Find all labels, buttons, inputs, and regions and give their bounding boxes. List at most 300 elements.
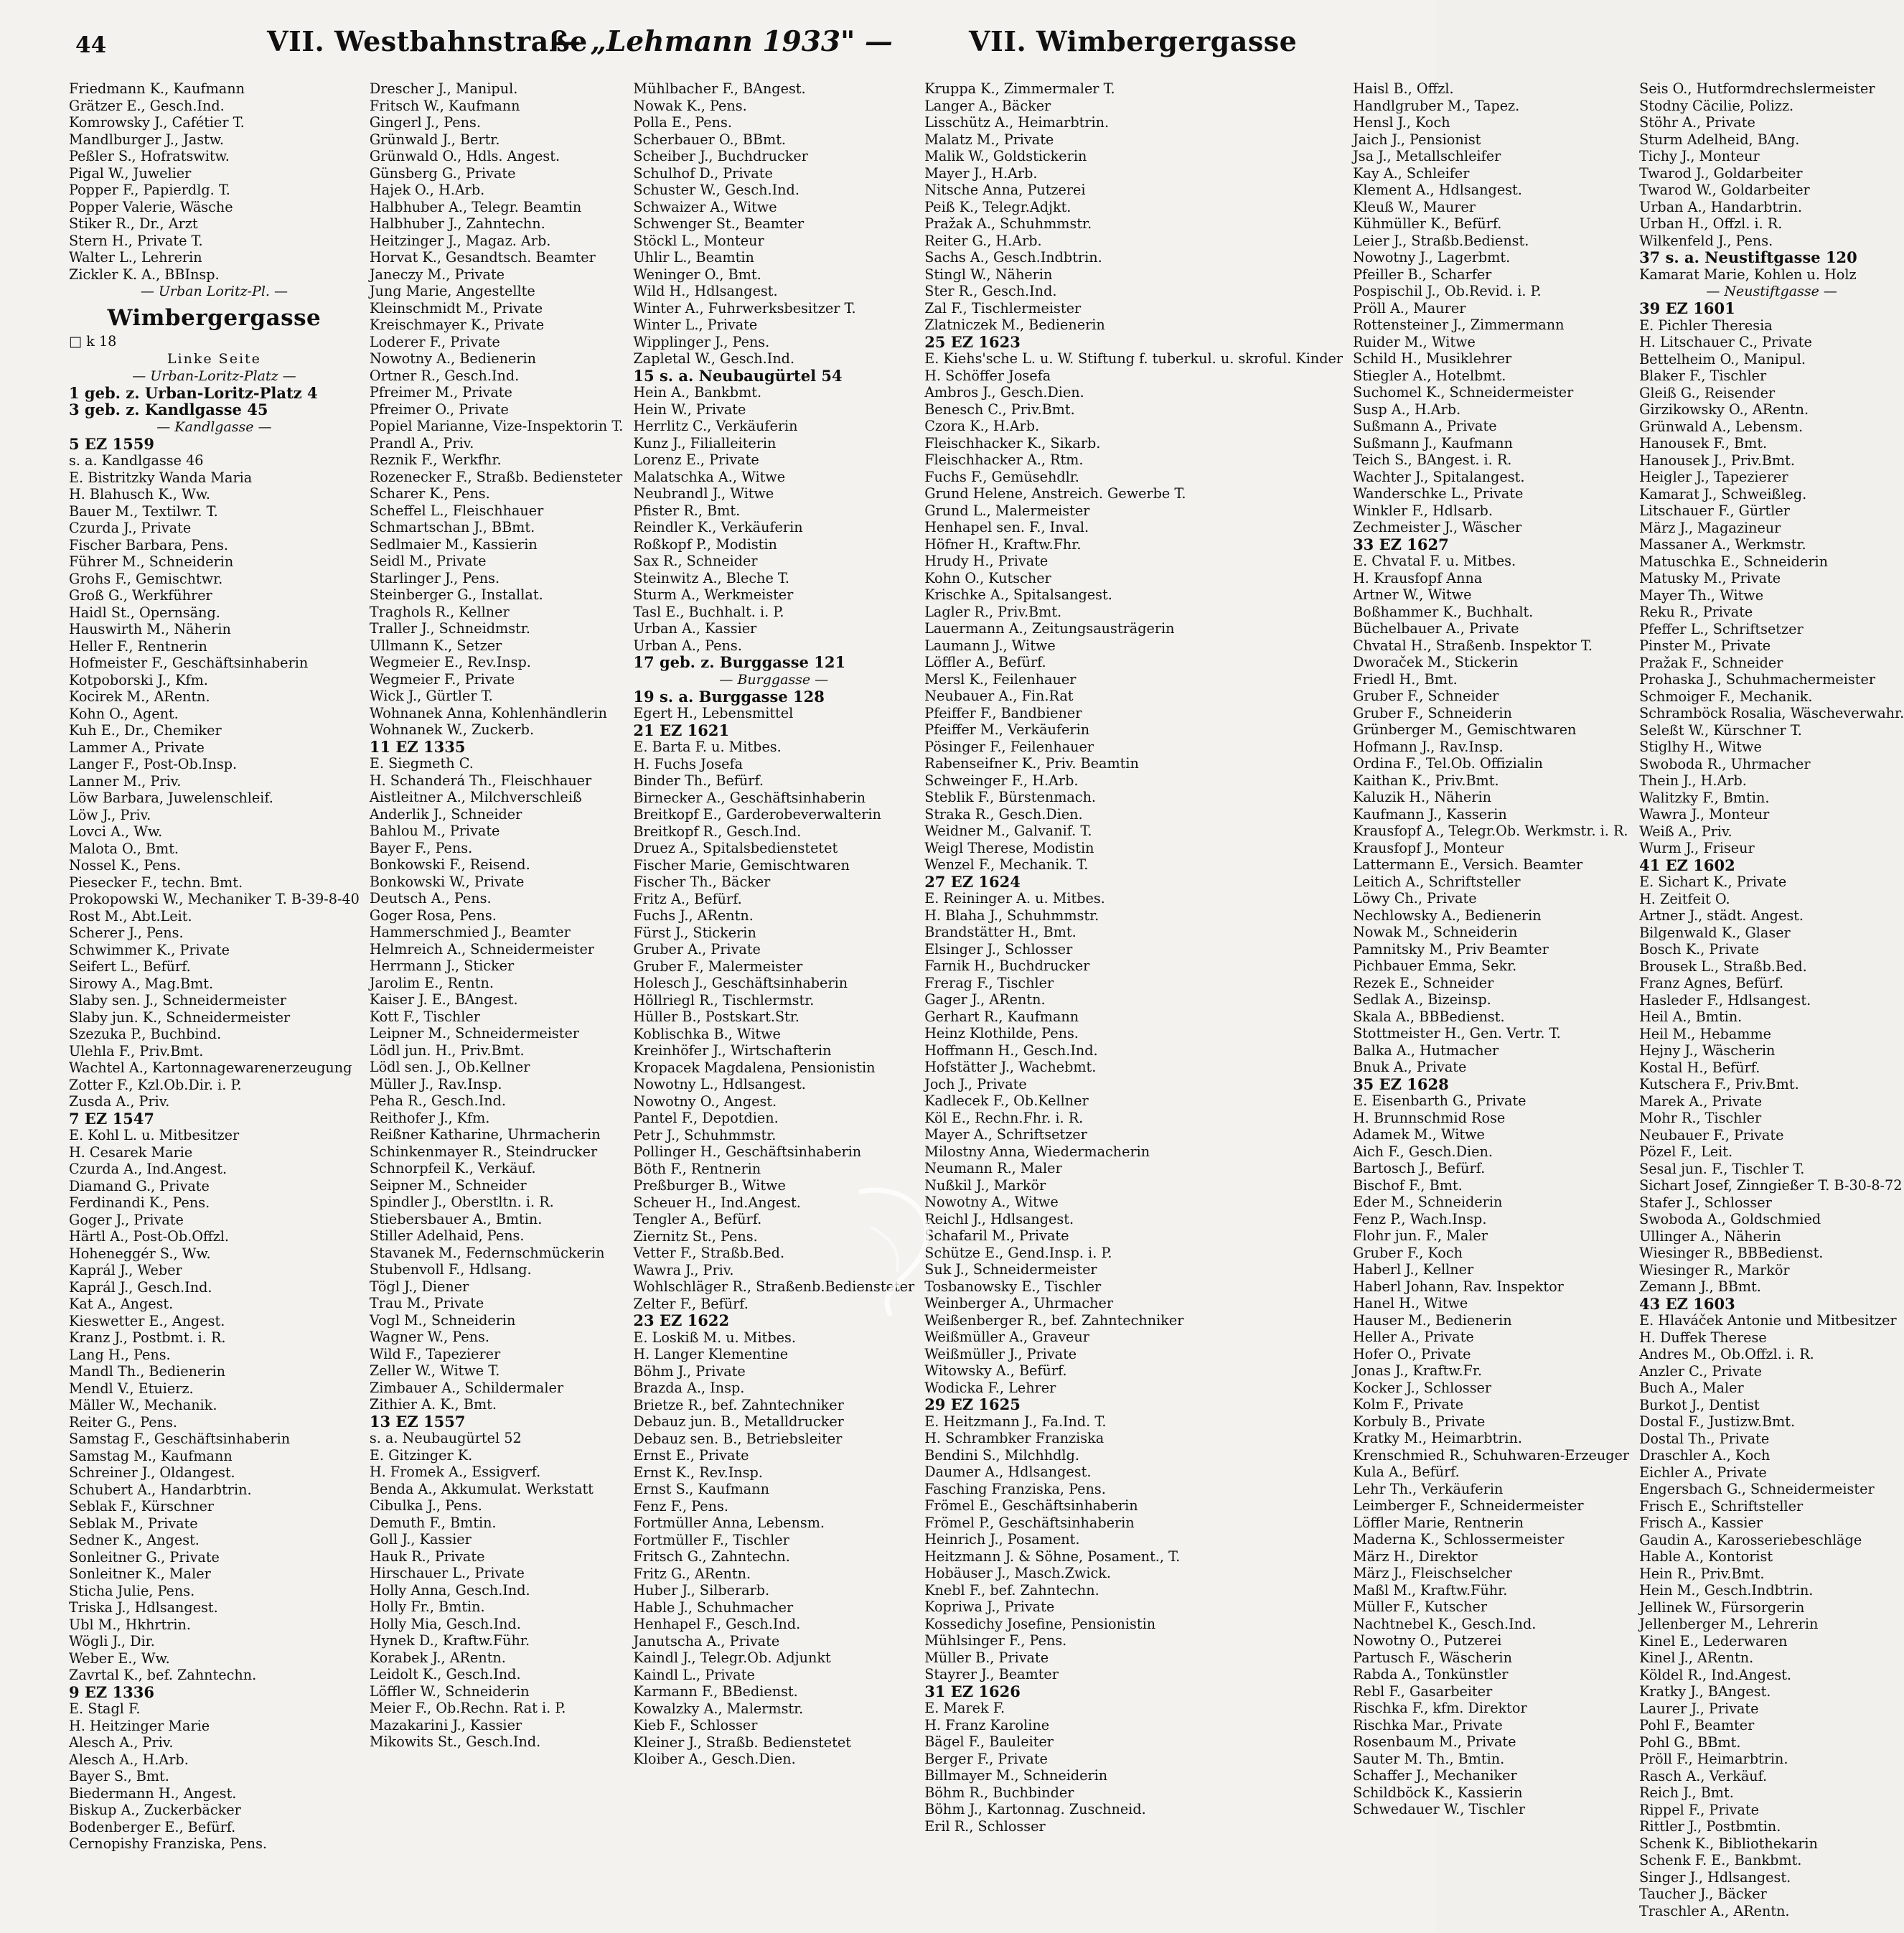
directory-entry: Popiel Marianne, Vize-Inspektorin T. (369, 418, 624, 434)
directory-entry: Diamand G., Private (69, 1177, 210, 1194)
directory-entry: Mohr R., Tischler (1639, 1110, 1762, 1126)
directory-entry: Löffler A., Befürf. (924, 654, 1046, 670)
directory-entry: Egert H., Lebensmittel (633, 705, 794, 721)
directory-entry: Flohr jun. F., Maler (1353, 1227, 1488, 1244)
directory-entry: Schildböck K., Kassierin (1353, 1784, 1523, 1801)
directory-entry: Korbuly B., Private (1353, 1413, 1486, 1430)
directory-entry: Schnorpfeil K., Verkäuf. (369, 1160, 536, 1176)
directory-entry: Weiß A., Priv. (1639, 823, 1732, 840)
directory-entry: Fischer Barbara, Pens. (69, 536, 228, 553)
directory-entry: Hein M., Gesch.Indbtrin. (1639, 1582, 1814, 1599)
directory-entry: Schulhof D., Private (633, 164, 773, 182)
directory-entry: Birnecker A., Geschäftsinhaberin (633, 789, 866, 806)
directory-entry: Artner J., städt. Angest. (1639, 907, 1804, 924)
directory-entry: 23 EZ 1622 (633, 1311, 730, 1329)
directory-entry: Maderna K., Schlossermeister (1353, 1531, 1565, 1548)
directory-entry: Löwy Ch., Private (1353, 890, 1477, 907)
directory-entry: Nowotny A., Bedienerin (369, 350, 536, 367)
directory-entry: Pfister R., Bmt. (633, 502, 741, 519)
directory-entry: E. Kohl L. u. Mitbesitzer (69, 1127, 240, 1143)
directory-entry: Rottensteiner J., Zimmermann (1353, 317, 1565, 333)
directory-entry: Wawra J., Monteur (1639, 806, 1770, 823)
directory-entry: Urban A., Kassier (633, 620, 757, 637)
directory-entry: Hauser M., Bedienerin (1353, 1311, 1512, 1329)
directory-entry: Handlgruber M., Tapez. (1353, 97, 1520, 114)
directory-entry: Malik W., Goldstickerin (924, 148, 1087, 164)
directory-entry: Traller J., Schneidmstr. (369, 620, 530, 637)
directory-entry: Reku R., Private (1639, 604, 1753, 620)
directory-entry: Holly Fr., Bmtin. (369, 1599, 485, 1615)
directory-entry: Lattermann E., Versich. Beamter (1353, 856, 1583, 873)
directory-entry: Aich F., Gesch.Dien. (1353, 1143, 1493, 1160)
directory-entry: Kadlecek F., Ob.Kellner (924, 1092, 1089, 1109)
directory-entry: Henhapel sen. F., Inval. (924, 519, 1089, 535)
directory-entry: Hobäuser J., Masch.Zwick. (924, 1565, 1112, 1581)
directory-entry: Jsa J., Metallschleifer (1353, 148, 1501, 164)
directory-entry: H. Litschauer C., Private (1639, 334, 1812, 350)
directory-entry: Löw Barbara, Juwelenschleif. (69, 790, 273, 806)
directory-entry: Roßkopf P., Modistin (633, 535, 777, 553)
directory-entry: Hein A., Bankbmt. (633, 384, 762, 401)
directory-column-6 (1639, 80, 1904, 1919)
directory-entry: Laumann J., Witwe (924, 637, 1056, 654)
directory-entry: Uhlir L., Beamtin (633, 249, 754, 266)
directory-entry: Schenk F. E., Bankbmt. (1639, 1852, 1802, 1868)
directory-entry: Joch J., Private (924, 1075, 1027, 1092)
directory-entry: — Kandlgasse — (156, 418, 272, 435)
directory-entry: Petr J., Schuhmmstr. (633, 1126, 777, 1143)
directory-entry: Rittler J., Postbmtin. (1639, 1818, 1781, 1835)
directory-entry: Ullinger A., Näherin (1639, 1227, 1781, 1245)
directory-entry: Popper F., Papierdlg. T. (69, 182, 230, 198)
directory-entry: E. Barta F. u. Mitbes. (633, 739, 782, 755)
directory-entry: Biedermann H., Angest. (69, 1784, 237, 1802)
directory-entry: Wegmeier E., Rev.Insp. (369, 654, 531, 670)
directory-columns (69, 80, 1904, 1919)
directory-entry: H. Duffek Therese (1639, 1329, 1767, 1346)
directory-entry: Weigl Therese, Modistin (924, 839, 1094, 856)
directory-entry: Reichl J., Hdlsangest. (924, 1210, 1074, 1227)
directory-entry: Fritsch W., Kaufmann (369, 97, 520, 114)
directory-entry: Nußkil J., Markör (924, 1176, 1046, 1194)
directory-entry: Pražak F., Schneider (1639, 654, 1783, 671)
directory-entry: März H., Direktor (1353, 1548, 1478, 1565)
directory-entry: Kamarat Marie, Kohlen u. Holz (1639, 266, 1857, 283)
directory-entry: Korabek J., ARentn. (369, 1649, 506, 1666)
directory-entry: Singer J., Hdlsangest. (1639, 1868, 1791, 1886)
directory-entry: Kunz J., Filialleiterin (633, 434, 777, 451)
directory-entry: Suk J., Schneidermeister (924, 1261, 1097, 1278)
directory-entry: Peiß K., Telegr.Adjkt. (924, 198, 1071, 215)
directory-entry: E. Heitzmann J., Fa.Ind. T. (924, 1413, 1107, 1430)
directory-entry: Schaffer J., Mechaniker (1353, 1767, 1517, 1784)
directory-entry: Scheuer H., Ind.Angest. (633, 1194, 801, 1211)
directory-entry: Partusch F., Wäscherin (1353, 1649, 1512, 1666)
directory-entry: Kinel J., ARentn. (1639, 1649, 1754, 1666)
directory-entry: Sticha Julie, Pens. (69, 1582, 195, 1599)
directory-entry: Lovci A., Ww. (69, 823, 163, 840)
directory-entry: Reindler K., Verkäuferin (633, 519, 803, 535)
directory-entry: Walter L., Lehrerin (69, 249, 202, 266)
directory-entry: Zickler K. A., BBInsp. (69, 266, 220, 283)
directory-entry: Krausfopf A., Telegr.Ob. Werkmstr. i. R. (1353, 823, 1628, 839)
directory-entry: 39 EZ 1601 (1639, 299, 1735, 317)
directory-entry: Wohnanek Anna, Kohlenhändlerin (369, 704, 607, 721)
directory-entry: Gruber F., Schneiderin (1353, 704, 1512, 721)
directory-entry: Swoboda A., Goldschmied (1639, 1211, 1821, 1227)
directory-entry: Reithofer J., Kfm. (369, 1109, 490, 1126)
directory-entry: Jellinek W., Fürsorgerin (1639, 1599, 1805, 1616)
directory-entry: s. a. Neubaugürtel 52 (369, 1430, 522, 1446)
directory-entry: Heinz Klothilde, Pens. (924, 1025, 1079, 1042)
directory-entry: Alesch A., Priv. (69, 1734, 174, 1751)
directory-entry: Wild H., Hdlsangest. (633, 283, 778, 299)
directory-entry: Zal F., Tischlermeister (924, 299, 1082, 317)
directory-entry: Stern H., Private T. (69, 232, 203, 249)
directory-entry: Führer M., Schneiderin (69, 553, 234, 570)
directory-entry: H. Langer Klementine (633, 1346, 789, 1362)
directory-entry: Pfreimer O., Private (369, 401, 509, 418)
directory-entry: Heigler J., Tapezierer (1639, 469, 1788, 485)
directory-entry: Höllriegl R., Tischlermstr. (633, 991, 815, 1008)
directory-entry: Kleuß W., Maurer (1353, 198, 1476, 215)
directory-entry: Hofmeister F., Geschäftsinhaberin (69, 655, 309, 671)
directory-entry: Hoffmann H., Gesch.Ind. (924, 1042, 1098, 1059)
directory-entry: Scherer J., Pens. (69, 925, 184, 941)
directory-entry: Sedner K., Angest. (69, 1532, 200, 1548)
directory-entry: Zotter F., Kzl.Ob.Dir. i. P. (69, 1076, 242, 1093)
directory-entry: Kamarat J., Schweißleg. (1639, 485, 1807, 502)
directory-entry: Ubl M., Hkhrtrin. (69, 1616, 191, 1633)
directory-entry: Seleßt W., Kürschner T. (1639, 721, 1802, 739)
directory-entry: Bilgenwald K., Glaser (1639, 924, 1791, 941)
directory-entry: Hajek O., H.Arb. (369, 182, 485, 198)
directory-entry: Brandstätter H., Bmt. (924, 924, 1077, 940)
directory-entry: Nowak K., Pens. (633, 97, 747, 114)
directory-entry: Hasleder F., Hdlsangest. (1639, 991, 1811, 1008)
directory-entry: Kay A., Schleifer (1353, 164, 1470, 182)
directory-entry: Nechlowsky A., Bedienerin (1353, 907, 1542, 924)
directory-entry: Bischof F., Bmt. (1353, 1176, 1463, 1194)
directory-entry: Stiebersbauer A., Bmtin. (369, 1210, 543, 1227)
directory-entry: Haidl St., Opernsäng. (69, 604, 220, 621)
directory-entry: Lang H., Pens. (69, 1346, 171, 1363)
directory-entry: Zechmeister J., Wäscher (1353, 519, 1522, 535)
directory-entry: Dworaček M., Stickerin (1353, 654, 1519, 670)
directory-entry: 1 geb. z. Urban-Loritz-Platz 4 (69, 383, 318, 402)
directory-entry: Fritsch G., Zahntechn. (633, 1548, 790, 1565)
directory-entry: Weninger O., Bmt. (633, 266, 761, 283)
directory-entry: Goger J., Private (69, 1211, 184, 1228)
directory-entry: Kowalzky A., Malermstr. (633, 1700, 804, 1717)
directory-entry: Pfeffer L., Schriftsetzer (1639, 620, 1804, 637)
directory-entry: Breitkopf E., Garderobeverwalterin (633, 806, 881, 823)
directory-entry: Stayrer J., Beamter (924, 1666, 1059, 1682)
directory-entry: Reiter G., Pens. (69, 1413, 177, 1431)
directory-entry: Bahlou M., Private (369, 823, 500, 839)
directory-entry: Rezek E., Schneider (1353, 974, 1494, 991)
directory-entry: 41 EZ 1602 (1639, 856, 1735, 874)
directory-entry: Löw J., Priv. (69, 806, 151, 823)
directory-entry: Kuh E., Dr., Chemiker (69, 722, 222, 739)
directory-entry: Nowotny L., Hdlsangest. (633, 1076, 806, 1092)
directory-entry: Köl E., Rechn.Fhr. i. R. (924, 1109, 1084, 1126)
directory-entry: Seblak M., Private (69, 1515, 198, 1532)
directory-entry: Blaker F., Tischler (1639, 368, 1767, 384)
directory-entry: Kopriwa J., Private (924, 1599, 1055, 1615)
directory-entry: Bayer F., Pens. (369, 839, 473, 856)
directory-entry: Grund L., Malermeister (924, 502, 1090, 519)
directory-entry: Kohn O., Agent. (69, 705, 179, 722)
directory-entry: Goger Rosa, Pens. (369, 907, 497, 924)
directory-entry: Frerag F., Tischler (924, 974, 1054, 991)
directory-entry: Pfeiffer F., Bandbiener (924, 704, 1082, 721)
directory-entry: Bettelheim O., Manipul. (1639, 350, 1806, 368)
directory-entry: Rabda A., Tonkünstler (1353, 1666, 1509, 1682)
directory-entry: Jonas J., Kraftw.Fr. (1353, 1362, 1483, 1379)
directory-entry: Trau M., Private (369, 1295, 484, 1311)
directory-entry: März J., Magazineur (1639, 519, 1781, 536)
directory-entry: Tosbanowsky E., Tischler (924, 1278, 1102, 1295)
directory-entry: Czurda J., Private (69, 520, 192, 536)
directory-entry: Tögl J., Diener (369, 1278, 469, 1295)
directory-entry: Brietze R., bef. Zahntechniker (633, 1396, 844, 1413)
directory-entry: Rischka F., kfm. Direktor (1353, 1700, 1527, 1716)
directory-entry: Hable J., Schuhmacher (633, 1599, 794, 1616)
directory-entry: Ernst S., Kaufmann (633, 1481, 769, 1497)
directory-entry: Kaindl J., Telegr.Ob. Adjunkt (633, 1649, 831, 1666)
directory-entry: 29 EZ 1625 (924, 1395, 1021, 1413)
directory-entry: Starlinger J., Pens. (369, 569, 500, 586)
directory-entry: Rabenseifner K., Priv. Beamtin (924, 755, 1139, 772)
directory-entry: Kieb F., Schlosser (633, 1717, 758, 1733)
page-number: 44 (75, 32, 107, 58)
directory-entry: Hanousek F., Bmt. (1639, 435, 1768, 451)
directory-entry: Hable A., Kontorist (1639, 1548, 1773, 1565)
directory-entry: — Urban-Loritz-Platz — (132, 368, 296, 384)
directory-entry: Aistleitner A., Milchverschleiß (369, 789, 582, 805)
directory-entry: Pröll A., Maurer (1353, 299, 1466, 317)
directory-entry: Stiller Adelhaid, Pens. (369, 1227, 525, 1244)
directory-entry: Kaluzik H., Näherin (1353, 789, 1491, 805)
directory-entry: Hüller B., Postskart.Str. (633, 1008, 799, 1025)
directory-entry: Lisschütz A., Heimarbtrin. (924, 114, 1110, 131)
directory-entry: Schmoiger F., Mechanik. (1639, 688, 1813, 705)
directory-entry: Böth F., Rentnerin (633, 1160, 761, 1177)
directory-entry: Karmann F., BBedienst. (633, 1683, 798, 1700)
directory-entry: Seipner M., Schneider (369, 1176, 527, 1194)
directory-entry: Tasl E., Buchhalt. i. P. (633, 603, 784, 620)
directory-entry: 5 EZ 1559 (69, 434, 155, 453)
directory-entry: Friedmann K., Kaufmann (69, 80, 245, 97)
directory-entry: Weinberger A., Uhrmacher (924, 1295, 1114, 1311)
directory-entry: Holly Mia, Gesch.Ind. (369, 1615, 521, 1632)
directory-entry: Gruber F., Koch (1353, 1244, 1463, 1261)
directory-entry: 11 EZ 1335 (369, 737, 466, 756)
directory-entry: Szezuka P., Buchbind. (69, 1026, 222, 1042)
directory-entry: Steblik F., Bürstenmach. (924, 789, 1097, 805)
directory-entry: Böhm R., Buchbinder (924, 1784, 1074, 1801)
directory-entry: Zusda A., Priv. (69, 1093, 170, 1110)
directory-entry: Leitich A., Schriftsteller (1353, 873, 1521, 890)
directory-entry: Zimbauer A., Schildermaler (369, 1379, 564, 1396)
directory-entry: Fasching Franziska, Pens. (924, 1480, 1106, 1497)
directory-entry: Jaich J., Pensionist (1353, 131, 1481, 148)
directory-entry: Stubenvoll F., Hdlsang. (369, 1261, 532, 1278)
directory-entry: Rasch A., Verkäuf. (1639, 1767, 1768, 1784)
directory-entry: Steinberger G., Installat. (369, 586, 543, 603)
directory-entry: Hauk R., Private (369, 1548, 485, 1565)
directory-entry: H. Zeitfeit O. (1639, 890, 1730, 907)
directory-entry: Schenk K., Bibliothekarin (1639, 1835, 1818, 1852)
directory-entry: Wimbergergasse (107, 305, 322, 331)
directory-entry: Zavrtal K., bef. Zahntechn. (69, 1667, 257, 1683)
directory-entry: Hensl J., Koch (1353, 114, 1450, 131)
directory-entry: Marek A., Private (1639, 1092, 1763, 1110)
directory-entry: Wenzel F., Mechanik. T. (924, 856, 1089, 873)
directory-entry: Traschler A., ARentn. (1639, 1902, 1790, 1919)
directory-entry: Ordina F., Tel.Ob. Offizialin (1353, 755, 1543, 772)
directory-entry: Weber E., Ww. (69, 1649, 170, 1667)
directory-entry: Cibulka J., Pens. (369, 1497, 482, 1514)
directory-entry: Pohl F., Beamter (1639, 1717, 1755, 1733)
directory-entry: Mäller W., Mechanik. (69, 1397, 217, 1413)
directory-entry: Weidner M., Galvanif. T. (924, 823, 1092, 839)
directory-entry: Stafer J., Schlosser (1639, 1194, 1772, 1211)
directory-entry: Schreiner J., Oldangest. (69, 1464, 235, 1481)
directory-entry: Kotpoborski J., Kfm. (69, 671, 208, 688)
directory-entry: Piesecker F., techn. Bmt. (69, 874, 243, 891)
directory-entry: E. Gitzinger K. (369, 1446, 473, 1464)
directory-entry: Leier J., Straßb.Bedienst. (1353, 232, 1529, 249)
directory-entry: Pözel F., Leit. (1639, 1143, 1733, 1160)
directory-entry: H. Schöffer Josefa (924, 367, 1051, 384)
directory-column-5 (1353, 80, 1629, 1919)
directory-entry: Kaprál J., Gesch.Ind. (69, 1278, 212, 1296)
directory-entry: Peßler S., Hofratswitw. (69, 148, 230, 164)
running-head-center: — „Lehmann 1933" — (553, 25, 893, 58)
directory-entry: Kaindl L., Private (633, 1666, 755, 1683)
directory-entry: Mühlsinger F., Pens. (924, 1632, 1067, 1649)
directory-entry: Wurm J., Friseur (1639, 840, 1755, 856)
directory-entry: Dostal F., Justizw.Bmt. (1639, 1413, 1796, 1430)
directory-entry: Sedlmaier M., Kassierin (369, 535, 538, 553)
directory-entry: Nowotny A., Witwe (924, 1194, 1059, 1210)
directory-entry: Burkot J., Dentist (1639, 1396, 1760, 1413)
directory-entry: Leimberger F., Schneidermeister (1353, 1497, 1584, 1514)
directory-entry: Lauermann A., Zeitungsausträgerin (924, 620, 1175, 637)
directory-entry: Sichart Josef, Zinngießer T. B-30-8-72 (1639, 1177, 1903, 1194)
directory-entry: Nitsche Anna, Putzerei (924, 182, 1086, 198)
directory-entry: Triska J., Hdlsangest. (69, 1599, 218, 1616)
directory-entry: Lagler R., Priv.Bmt. (924, 603, 1062, 620)
directory-entry: Pösinger F., Feilenhauer (924, 738, 1094, 755)
directory-entry: 19 s. a. Burggasse 128 (633, 687, 825, 706)
directory-entry: Seifert L., Befürf. (69, 958, 191, 975)
directory-entry: — Neustiftgasse — (1706, 284, 1837, 299)
directory-entry: Fuchs J., ARentn. (633, 907, 754, 924)
directory-entry: Hirschauer L., Private (369, 1565, 525, 1581)
directory-entry: Horvat K., Gesandtsch. Beamter (369, 249, 596, 266)
directory-entry: Leipner M., Schneidermeister (369, 1025, 579, 1042)
directory-entry: Eichler A., Private (1639, 1464, 1767, 1481)
directory-entry: H. Brunnschmid Rose (1353, 1109, 1506, 1126)
directory-entry: Tichy J., Monteur (1639, 148, 1760, 164)
directory-entry: Maßl M., Kraftw.Führ. (1353, 1581, 1508, 1599)
directory-entry: Sauter M. Th., Bmtin. (1353, 1750, 1505, 1767)
directory-entry: Stiegler A., Hotelbmt. (1353, 367, 1506, 384)
directory-entry: 43 EZ 1603 (1639, 1294, 1735, 1313)
directory-entry: Winter A., Fuhrwerksbesitzer T. (633, 299, 856, 317)
directory-entry: Knebl F., bef. Zahntechn. (924, 1581, 1099, 1599)
directory-entry: Scherbauer O., BBmt. (633, 131, 787, 148)
directory-entry: Rozenecker F., Straßb. Bediensteter (369, 468, 623, 485)
directory-entry: 25 EZ 1623 (924, 332, 1021, 351)
directory-entry: Loderer F., Private (369, 333, 500, 350)
directory-entry: Lödl jun. H., Priv.Bmt. (369, 1042, 525, 1059)
directory-entry: Fritz A., Befürf. (633, 890, 742, 907)
directory-entry: Schwedauer W., Tischler (1353, 1801, 1526, 1817)
directory-entry: Hejny J., Wäscherin (1639, 1042, 1776, 1059)
directory-entry: Kolm F., Private (1353, 1396, 1464, 1413)
directory-entry: H. Krausfopf Anna (1353, 569, 1483, 586)
directory-entry: Müller J., Rav.Insp. (369, 1075, 502, 1092)
directory-entry: Härtl A., Post-Ob.Offzl. (69, 1228, 229, 1245)
directory-entry: 9 EZ 1336 (69, 1682, 155, 1701)
directory-entry: Prokopowski W., Mechaniker T. B-39-8-40 (69, 891, 360, 907)
directory-entry: Gleiß G., Reisender (1639, 384, 1776, 401)
directory-entry: Weißmüller A., Graveur (924, 1329, 1089, 1345)
directory-entry: 15 s. a. Neubaugürtel 54 (633, 366, 843, 385)
directory-entry: Heller F., Rentnerin (69, 637, 207, 655)
directory-entry: 21 EZ 1621 (633, 721, 730, 739)
directory-entry: Stöhr A., Private (1639, 114, 1755, 131)
directory-entry: Nowotny J., Lagerbmt. (1353, 249, 1511, 266)
directory-entry: Heil A., Bmtin. (1639, 1008, 1743, 1025)
directory-entry: Helmreich A., Schneidermeister (369, 940, 594, 958)
directory-entry: E. Siegmeth C. (369, 755, 474, 772)
directory-entry: Fischer Marie, Gemischtwaren (633, 856, 850, 874)
directory-entry: Zapletal W., Gesch.Ind. (633, 350, 795, 367)
directory-entry: Kat A., Angest. (69, 1296, 174, 1312)
directory-entry: Kratky J., BAngest. (1639, 1683, 1771, 1700)
directory-entry: Mendl V., Etuierz. (69, 1380, 194, 1397)
directory-entry: Reißner Katharine, Uhrmacherin (369, 1126, 601, 1143)
directory-entry: Samstag M., Kaufmann (69, 1447, 233, 1464)
directory-entry: Litschauer F., Gürtler (1639, 502, 1790, 519)
directory-column-1 (69, 80, 360, 1919)
running-head-right: VII. Wimbergergasse (969, 25, 1298, 57)
directory-entry: Kaufmann J., Kasserin (1353, 805, 1507, 823)
directory-entry: Büchelbauer A., Private (1353, 620, 1519, 637)
directory-entry: Biskup A., Zuckerbäcker (69, 1802, 241, 1818)
running-head-left: VII. Westbahnstraße (267, 25, 588, 57)
directory-entry: Böhm J., Private (633, 1362, 746, 1380)
directory-entry: Druez A., Spitalsbedienstetet (633, 840, 838, 856)
directory-entry: Sonleitner G., Private (69, 1548, 220, 1565)
directory-entry: Fritz G., ARentn. (633, 1565, 751, 1582)
directory-entry: Traghols R., Kellner (369, 603, 510, 620)
directory-entry: Fuchs F., Gemüsehdlr. (924, 468, 1079, 485)
directory-entry: 27 EZ 1624 (924, 872, 1021, 891)
directory-entry: Matusky M., Private (1639, 570, 1781, 586)
directory-entry: Fenz P., Wach.Insp. (1353, 1210, 1487, 1227)
directory-entry: Kruppa K., Zimmermaler T. (924, 80, 1115, 97)
directory-entry: Heil M., Hebamme (1639, 1025, 1772, 1042)
directory-entry: Zithier A. K., Bmt. (369, 1396, 497, 1413)
directory-entry: Wick J., Gürtler T. (369, 688, 493, 704)
directory-entry: Schinkenmayer R., Steindrucker (369, 1143, 598, 1160)
